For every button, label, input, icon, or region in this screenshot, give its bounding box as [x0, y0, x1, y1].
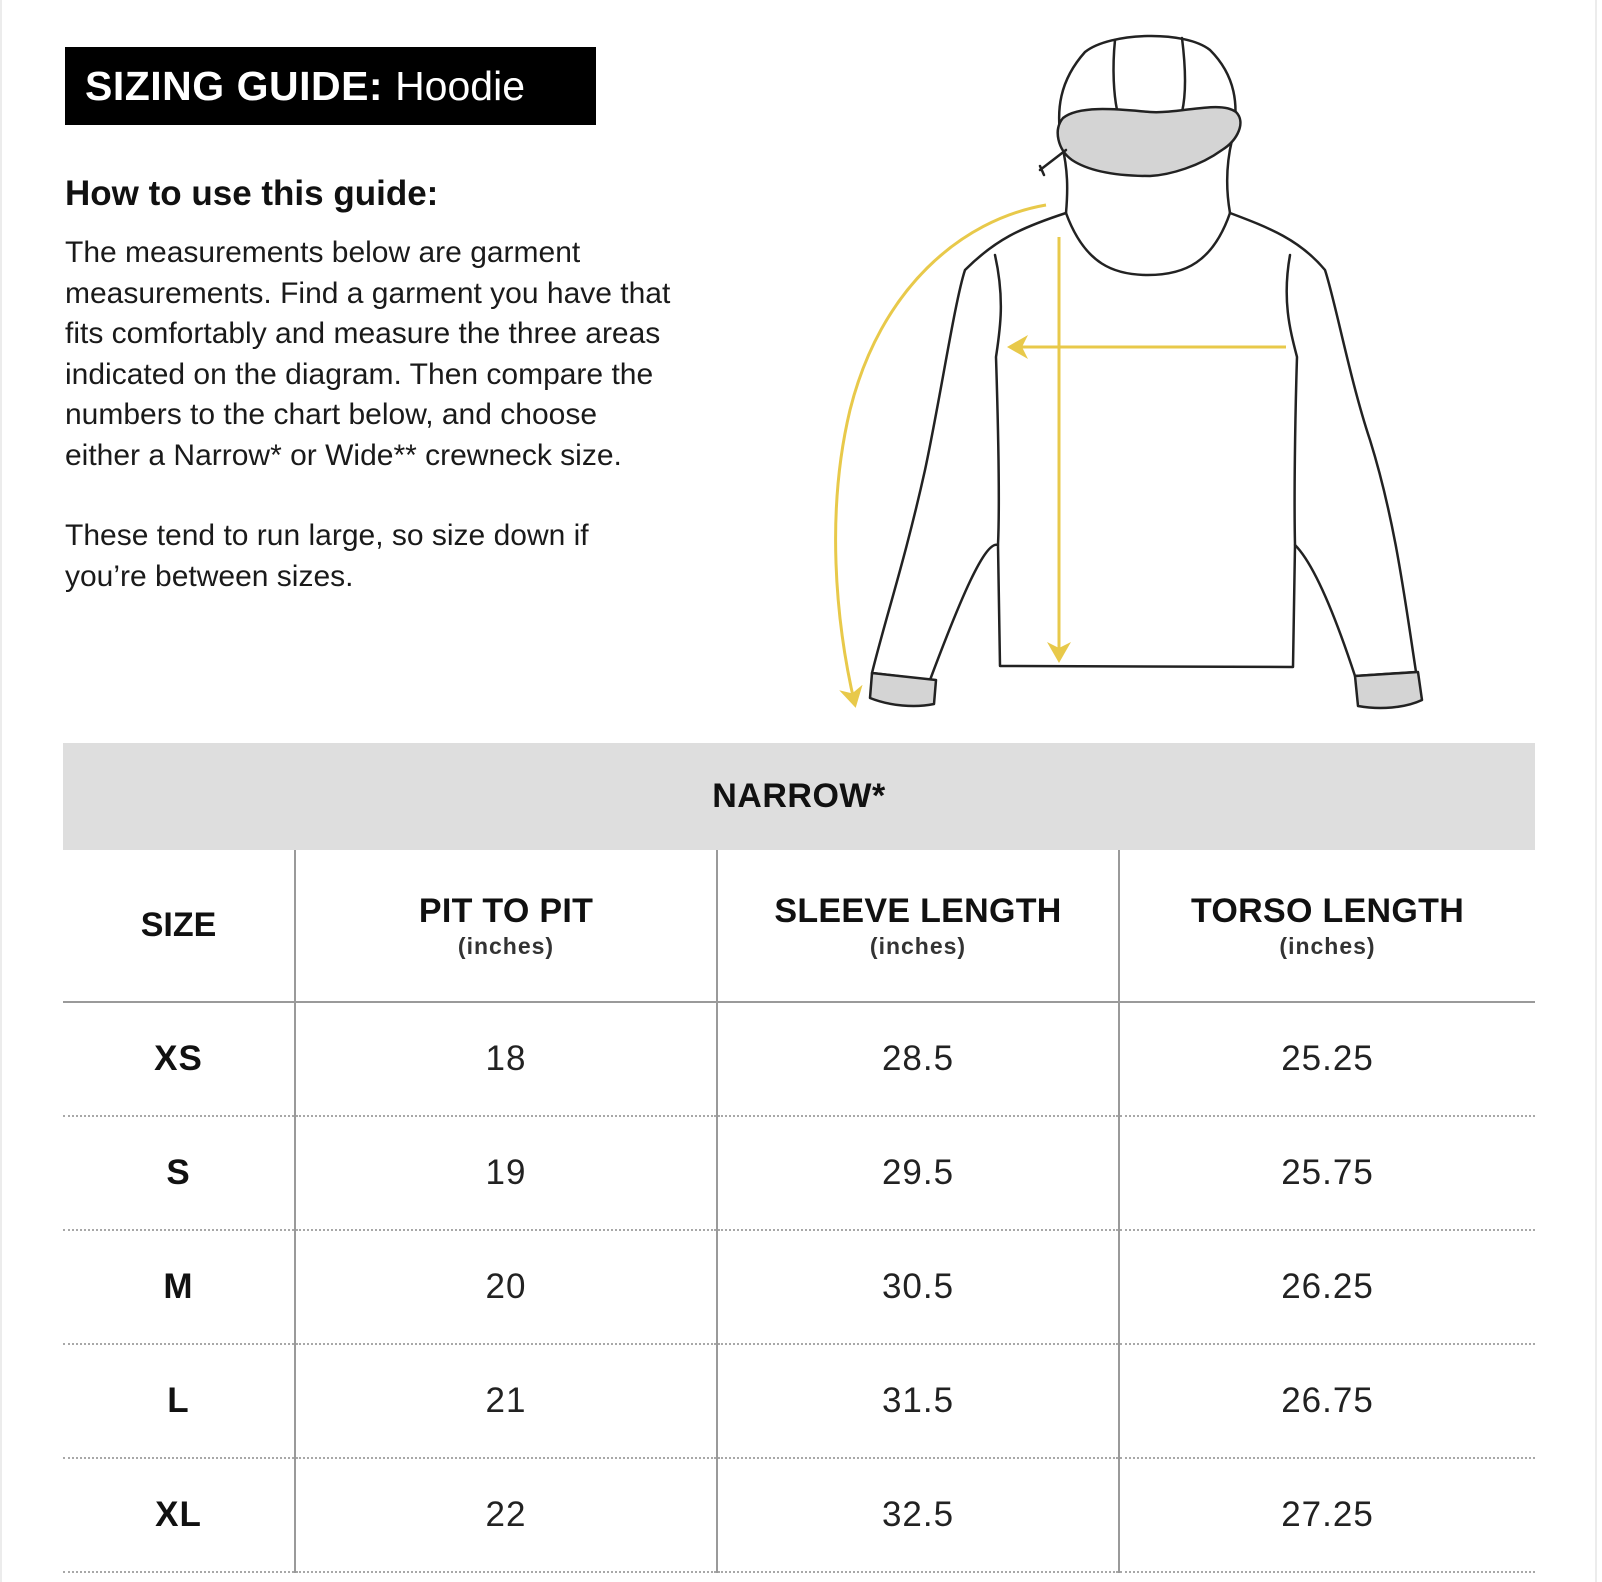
torso-cell: 27.25	[1119, 1458, 1535, 1572]
measurement-arrows	[836, 205, 1286, 705]
hoodie-armhole-right	[1287, 255, 1297, 545]
header-sleeve-length	[717, 850, 1119, 1002]
sleeve-cell: 30.5	[717, 1230, 1119, 1344]
header-torso-length	[1119, 850, 1535, 1002]
instruction-line: numbers to the chart below, and choose	[65, 398, 598, 431]
pit-cell: 20	[295, 1230, 717, 1344]
header-pit-unit: (inches)	[457, 932, 555, 959]
hoodie-drawstring	[1040, 150, 1066, 175]
size-cell: L	[63, 1344, 295, 1458]
title-product: Hoodie	[395, 62, 526, 109]
table-row	[63, 1116, 1535, 1230]
hoodie-armhole-left	[995, 255, 1001, 545]
torso-cell: 25.75	[1119, 1116, 1535, 1230]
torso-cell: 26.25	[1119, 1230, 1535, 1344]
hoodie-hood-seam	[1114, 40, 1117, 110]
pit-cell: 21	[295, 1344, 717, 1458]
instruction-line: The measurements below are garment	[65, 236, 581, 269]
torso-cell: 25.25	[1119, 1002, 1535, 1116]
size-cell: XL	[63, 1458, 295, 1572]
header-size-label: SIZE	[140, 906, 217, 944]
pit-cell: 18	[295, 1002, 717, 1116]
sleeve-cell: 28.5	[717, 1002, 1119, 1116]
instructions-paragraph-1	[65, 233, 745, 476]
sleeve-cell: 31.5	[717, 1344, 1119, 1458]
size-cell: S	[63, 1116, 295, 1230]
instruction-line: indicated on the diagram. Then compare the	[65, 357, 654, 391]
torso-cell: 26.75	[1119, 1344, 1535, 1458]
sleeve-length-arrow	[836, 205, 1046, 705]
header-sleeve-unit: (inches)	[869, 932, 967, 959]
hoodie-diagram	[810, 20, 1430, 720]
table-row	[63, 1230, 1535, 1344]
sleeve-cell: 29.5	[717, 1116, 1119, 1230]
pit-cell: 19	[295, 1116, 717, 1230]
instructions-paragraph-2	[65, 516, 745, 597]
header-size	[63, 850, 295, 1002]
hoodie-hood-opening	[1058, 107, 1241, 176]
instruction-line: These tend to run large, so size down if	[65, 519, 589, 552]
instructions	[65, 233, 745, 597]
hoodie-hood-seam	[1182, 38, 1185, 112]
pit-cell: 22	[295, 1458, 717, 1572]
hoodie-cuff-right	[1355, 672, 1422, 708]
title-bold: SIZING GUIDE:	[85, 62, 384, 109]
hoodie-cuff-left	[870, 673, 936, 706]
instruction-line: you’re between sizes.	[65, 559, 354, 593]
sleeve-cell: 32.5	[717, 1458, 1119, 1572]
page-edge-left	[0, 0, 2, 1582]
hoodie-outline	[870, 36, 1422, 708]
hoodie-body-outline	[872, 213, 1416, 680]
size-cell: M	[63, 1230, 295, 1344]
header-torso-unit: (inches)	[1279, 932, 1376, 959]
header-sleeve-label: SLEEVE LENGTH	[774, 891, 1062, 930]
size-cell: XS	[63, 1002, 295, 1116]
instruction-line: measurements. Find a garment you have that	[65, 276, 671, 310]
size-chart	[63, 743, 1535, 1573]
sizing-guide-title	[65, 47, 596, 125]
page-edge-right	[1595, 0, 1597, 1582]
howto-heading: How to use this guide:	[65, 174, 439, 213]
table-row	[63, 1002, 1535, 1116]
size-table	[63, 850, 1535, 1573]
header-pit-label: PIT TO PIT	[418, 891, 594, 930]
table-row	[63, 1344, 1535, 1458]
hoodie-neck	[1066, 213, 1230, 275]
header-torso-label: TORSO LENGTH	[1190, 891, 1465, 930]
table-row	[63, 1458, 1535, 1572]
instruction-line: either a Narrow* or Wide** crewneck size.	[65, 438, 622, 472]
instruction-line: fits comfortably and measure the three areas	[65, 317, 661, 350]
narrow-band-label: NARROW*	[63, 743, 1535, 850]
table-header-row	[63, 850, 1535, 1002]
header-pit-to-pit	[295, 850, 717, 1002]
